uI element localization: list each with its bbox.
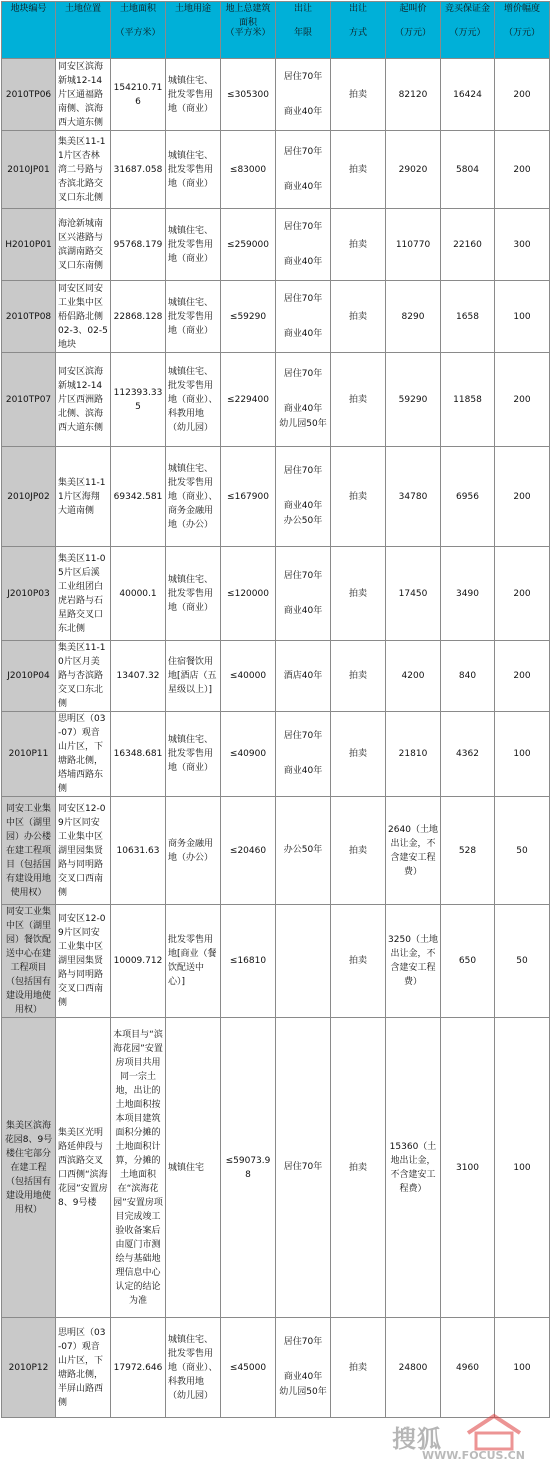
parcel-location: 同安区12-09片区同安工业集中区湖里园集贤路与同明路交叉口西南侧: [56, 905, 111, 1018]
grant-term: [276, 281, 331, 353]
floor-area: ≤40900: [221, 712, 276, 797]
parcel-code: J2010P03: [2, 547, 56, 641]
grant-term-item: 办公50年: [283, 516, 323, 526]
column-header: [276, 2, 331, 59]
bid-deposit: 650: [441, 905, 495, 1018]
bid-deposit: 11858: [441, 353, 495, 447]
grant-term-item: 商业40年: [283, 328, 323, 339]
land-use: 城镇住宅: [166, 1018, 221, 1318]
parcel-code: 同安工业集中区（湖里园）餐饮配送中心在建工程项目（包括国有建设用地使用权）: [2, 905, 56, 1018]
land-use: 城镇住宅、批发零售用地（商业）: [166, 209, 221, 281]
watermark: [374, 1413, 544, 1465]
grant-term-item: 商业40年: [283, 605, 323, 616]
grant-term: [276, 905, 331, 1018]
column-header-title: 出让: [293, 4, 312, 14]
table-row: [2, 905, 550, 1018]
floor-area: ≤45000: [221, 1318, 276, 1418]
column-header-title: 土地用途: [174, 4, 211, 14]
parcel-code: 同安工业集中区（湖里园）办公楼在建工程项目（包括国有建设用地使用权）: [2, 797, 56, 905]
column-header-unit: 年限: [293, 28, 312, 38]
grant-method: 拍卖: [331, 209, 386, 281]
bid-deposit: 4960: [441, 1318, 495, 1418]
watermark-url: WWW.FOCUS.CN: [422, 1449, 525, 1462]
grant-method: 拍卖: [331, 353, 386, 447]
column-header-unit: （万元）: [503, 28, 540, 38]
column-header-unit: （平方米）: [115, 28, 161, 38]
grant-term: [276, 712, 331, 797]
land-use: 城镇住宅、批发零售用地（商业）: [166, 59, 221, 131]
land-use: 商务金融用地（办公）: [166, 797, 221, 905]
bid-deposit: 6956: [441, 447, 495, 547]
floor-area: ≤20460: [221, 797, 276, 905]
land-use: 城镇住宅、批发零售用地（商业）、科教用地（幼儿园）: [166, 1318, 221, 1418]
column-header: [441, 2, 495, 59]
table-row: [2, 59, 550, 131]
term-gap: [278, 235, 328, 255]
grant-term: [276, 447, 331, 547]
parcel-location: 同安区滨海新城12-14片区西洲路北侧、滨海西大道东侧: [56, 353, 111, 447]
parcel-code: 2010JP02: [2, 447, 56, 547]
grant-term-item: 商业40年: [283, 501, 323, 511]
column-header: [221, 2, 276, 59]
column-header-title: 起叫价: [399, 4, 427, 14]
table-row: [2, 1018, 550, 1318]
column-header-unit: （万元）: [394, 28, 431, 38]
term-gap: [278, 744, 328, 764]
bid-deposit: 3490: [441, 547, 495, 641]
column-header: [495, 2, 550, 59]
term-gap: [278, 382, 328, 402]
grant-term-item: 居住70年: [283, 221, 323, 232]
floor-area: ≤40000: [221, 641, 276, 712]
floor-area: ≤120000: [221, 547, 276, 641]
starting-price: 59290: [386, 353, 441, 447]
parcel-code: 2010TP07: [2, 353, 56, 447]
grant-method: 拍卖: [331, 1018, 386, 1318]
parcel-location: 集美区11-11片区海翔大道南侧: [56, 447, 111, 547]
bid-increment: 50: [495, 797, 550, 905]
table-row: [2, 1318, 550, 1418]
column-header-unit: （平方米）: [225, 28, 271, 38]
focus-logo-icon: [464, 1413, 524, 1453]
land-area: 31687.058: [111, 131, 166, 209]
bid-deposit: 1658: [441, 281, 495, 353]
grant-term-item: 居住70年: [283, 71, 323, 82]
column-header: [56, 2, 111, 59]
term-gap: [278, 479, 328, 499]
bid-increment: 200: [495, 447, 550, 547]
grant-term-item: 居住70年: [283, 146, 323, 157]
bid-increment: 100: [495, 712, 550, 797]
bid-deposit: 840: [441, 641, 495, 712]
header-row: [2, 2, 550, 59]
grant-term: [276, 547, 331, 641]
grant-term: [276, 641, 331, 712]
term-gap: [278, 584, 328, 604]
grant-term: [276, 353, 331, 447]
land-use: 批发零售用地[商业（餐饮配送中心）]: [166, 905, 221, 1018]
starting-price: 34780: [386, 447, 441, 547]
column-header-title: 增价幅度: [503, 4, 540, 14]
land-area: 本项目与“滨海花园”安置房项目共用同一宗土地，出让的土地面积按本项目建筑面积分摊的土地面积计算，分摊的土地面积在“滨海花园”安置房项目完成竣工验收备案后由厦门市测绘与基础地理信息中心认定的结论为准: [111, 1018, 166, 1318]
grant-term-item: 酒店40年: [283, 670, 323, 681]
grant-term-item: 商业40年: [283, 181, 323, 192]
land-use: 城镇住宅、批发零售用地（商业）、科教用地（幼儿园）: [166, 353, 221, 447]
grant-method: 拍卖: [331, 131, 386, 209]
land-area: 22868.128: [111, 281, 166, 353]
table-row: [2, 547, 550, 641]
table-row: [2, 712, 550, 797]
land-area: 16348.681: [111, 712, 166, 797]
column-header-title: 竞买保证金: [444, 4, 490, 14]
grant-term-item: 商业40年: [283, 766, 323, 776]
land-area: 154210.716: [111, 59, 166, 131]
grant-term-item: 居住70年: [283, 731, 323, 741]
column-header: [166, 2, 221, 59]
table-body: [2, 59, 550, 1418]
land-area: 40000.1: [111, 547, 166, 641]
watermark-brand: 搜狐: [392, 1425, 442, 1453]
bid-increment: 200: [495, 59, 550, 131]
bid-increment: 100: [495, 1318, 550, 1418]
table-row: [2, 131, 550, 209]
grant-term-item: 居住70年: [283, 570, 323, 581]
parcel-code: 2010TP08: [2, 281, 56, 353]
parcel-code: 2010TP06: [2, 59, 56, 131]
parcel-code: 2010P12: [2, 1318, 56, 1418]
land-area: 112393.335: [111, 353, 166, 447]
grant-term: [276, 131, 331, 209]
bid-deposit: 16424: [441, 59, 495, 131]
column-header: [331, 2, 386, 59]
bid-increment: 200: [495, 547, 550, 641]
grant-method: 拍卖: [331, 547, 386, 641]
term-gap: [278, 85, 328, 105]
floor-area: ≤305300: [221, 59, 276, 131]
grant-term: [276, 1018, 331, 1318]
column-header-title: 土地位置: [64, 4, 101, 14]
bid-increment: 200: [495, 353, 550, 447]
column-header-unit: 方式: [348, 28, 367, 38]
bid-increment: 200: [495, 131, 550, 209]
column-header-title: 土地面积: [119, 4, 156, 14]
parcel-code: 2010JP01: [2, 131, 56, 209]
bid-increment: 100: [495, 281, 550, 353]
land-use: 城镇住宅、批发零售用地（商业）: [166, 131, 221, 209]
grant-method: 拍卖: [331, 281, 386, 353]
grant-term: [276, 797, 331, 905]
starting-price: 3250（土地出让金，不含建安工程费）: [386, 905, 441, 1018]
parcel-location: 同安区滨海新城12-14片区通福路南侧、滨海西大道东侧: [56, 59, 111, 131]
bid-deposit: 528: [441, 797, 495, 905]
parcel-location: 海沧新城南区兴港路与滨湖南路交叉口东南侧: [56, 209, 111, 281]
starting-price: 21810: [386, 712, 441, 797]
parcel-location: 同安区同安工业集中区梧侣路北侧02-3、02-5地块: [56, 281, 111, 353]
bid-increment: 100: [495, 1018, 550, 1318]
land-use: 城镇住宅、批发零售用地（商业）、商务金融用地（办公）: [166, 447, 221, 547]
column-header: [386, 2, 441, 59]
grant-method: 拍卖: [331, 1318, 386, 1418]
starting-price: 110770: [386, 209, 441, 281]
parcel-location: 集美区11-05片区后溪工业组团白虎岩路与石星路交叉口东北侧: [56, 547, 111, 641]
grant-term-item: 商业40年: [283, 404, 323, 414]
land-area: 17972.646: [111, 1318, 166, 1418]
grant-term-item: 居住70年: [283, 1337, 323, 1347]
parcel-location: 集美区11-10片区月美路与杏滨路交叉口东北侧: [56, 641, 111, 712]
land-area: 13407.32: [111, 641, 166, 712]
grant-method: 拍卖: [331, 59, 386, 131]
table-row: [2, 353, 550, 447]
land-area: 10009.712: [111, 905, 166, 1018]
grant-method: 拍卖: [331, 712, 386, 797]
bid-increment: 200: [495, 641, 550, 712]
parcel-code: J2010P04: [2, 641, 56, 712]
column-header-title: 地上总建筑面积: [225, 4, 271, 28]
starting-price: 17450: [386, 547, 441, 641]
grant-term-item: 居住70年: [283, 369, 323, 379]
land-auction-table: [1, 1, 550, 1418]
grant-term-item: 商业40年: [283, 256, 323, 267]
parcel-location: 集美区光明路延伸段与西滨路交叉口西侧“滨海花园”安置房8、9号楼: [56, 1018, 111, 1318]
table-row: [2, 447, 550, 547]
grant-method: 拍卖: [331, 797, 386, 905]
column-header-title: 地块编号: [10, 4, 47, 14]
bid-deposit: 4362: [441, 712, 495, 797]
column-header: [111, 2, 166, 59]
floor-area: ≤83000: [221, 131, 276, 209]
grant-term: [276, 209, 331, 281]
bid-increment: 50: [495, 905, 550, 1018]
parcel-code: 2010P11: [2, 712, 56, 797]
parcel-code: 集美区滨海花园8、9号楼住宅部分在建工程（包括国有建设用地使用权）: [2, 1018, 56, 1318]
floor-area: ≤16810: [221, 905, 276, 1018]
land-area: 69342.581: [111, 447, 166, 547]
table-row: [2, 797, 550, 905]
grant-term-item: 商业40年: [283, 106, 323, 117]
grant-term-item: 居住70年: [283, 1162, 323, 1172]
column-header: [2, 2, 56, 59]
floor-area: ≤229400: [221, 353, 276, 447]
grant-method: 拍卖: [331, 641, 386, 712]
starting-price: 29020: [386, 131, 441, 209]
term-gap: [278, 1350, 328, 1370]
floor-area: ≤59073.98: [221, 1018, 276, 1318]
grant-term-item: 商业40年: [283, 1372, 323, 1382]
term-gap: [278, 307, 328, 327]
land-use: 城镇住宅、批发零售用地（商业）: [166, 547, 221, 641]
land-area: 95768.179: [111, 209, 166, 281]
starting-price: 4200: [386, 641, 441, 712]
bid-deposit: 22160: [441, 209, 495, 281]
grant-term-item: 办公50年: [283, 845, 323, 855]
floor-area: ≤167900: [221, 447, 276, 547]
grant-term: [276, 59, 331, 131]
parcel-location: 集美区11-11片区杏林湾二号路与杏滨北路交叉口东北侧: [56, 131, 111, 209]
column-header-title: 出让: [348, 4, 367, 14]
bid-deposit: 3100: [441, 1018, 495, 1318]
floor-area: ≤259000: [221, 209, 276, 281]
grant-term-item: 幼儿园50年: [279, 1387, 327, 1397]
starting-price: 2640（土地出让金，不含建安工程费）: [386, 797, 441, 905]
parcel-location: 思明区（03-07）观音山片区，下塘路北侧，塔埔西路东侧: [56, 712, 111, 797]
grant-method: 拍卖: [331, 905, 386, 1018]
grant-term-item: 幼儿园50年: [279, 419, 327, 429]
table-row: [2, 209, 550, 281]
starting-price: 8290: [386, 281, 441, 353]
parcel-location: 同安区12-09片区同安工业集中区湖里园集贤路与同明路交叉口西南侧: [56, 797, 111, 905]
starting-price: 15360（土地出让金，不含建安工程费）: [386, 1018, 441, 1318]
land-use: 城镇住宅、批发零售用地（商业）: [166, 712, 221, 797]
parcel-code: H2010P01: [2, 209, 56, 281]
land-area: 10631.63: [111, 797, 166, 905]
table-row: [2, 281, 550, 353]
term-gap: [278, 160, 328, 180]
bid-increment: 300: [495, 209, 550, 281]
column-header-unit: （万元）: [449, 28, 486, 38]
grant-term-item: 居住70年: [283, 293, 323, 304]
land-use: 城镇住宅、批发零售用地（商业）: [166, 281, 221, 353]
starting-price: 82120: [386, 59, 441, 131]
table-row: [2, 641, 550, 712]
land-use: 住宿餐饮用地[酒店（五星级以上）]: [166, 641, 221, 712]
starting-price: 24800: [386, 1318, 441, 1418]
grant-term: [276, 1318, 331, 1418]
floor-area: ≤59290: [221, 281, 276, 353]
bid-deposit: 5804: [441, 131, 495, 209]
parcel-location: 思明区（03-07）观音山片区，下塘路北侧，半屏山路西侧: [56, 1318, 111, 1418]
grant-method: 拍卖: [331, 447, 386, 547]
grant-term-item: 居住70年: [283, 466, 323, 476]
